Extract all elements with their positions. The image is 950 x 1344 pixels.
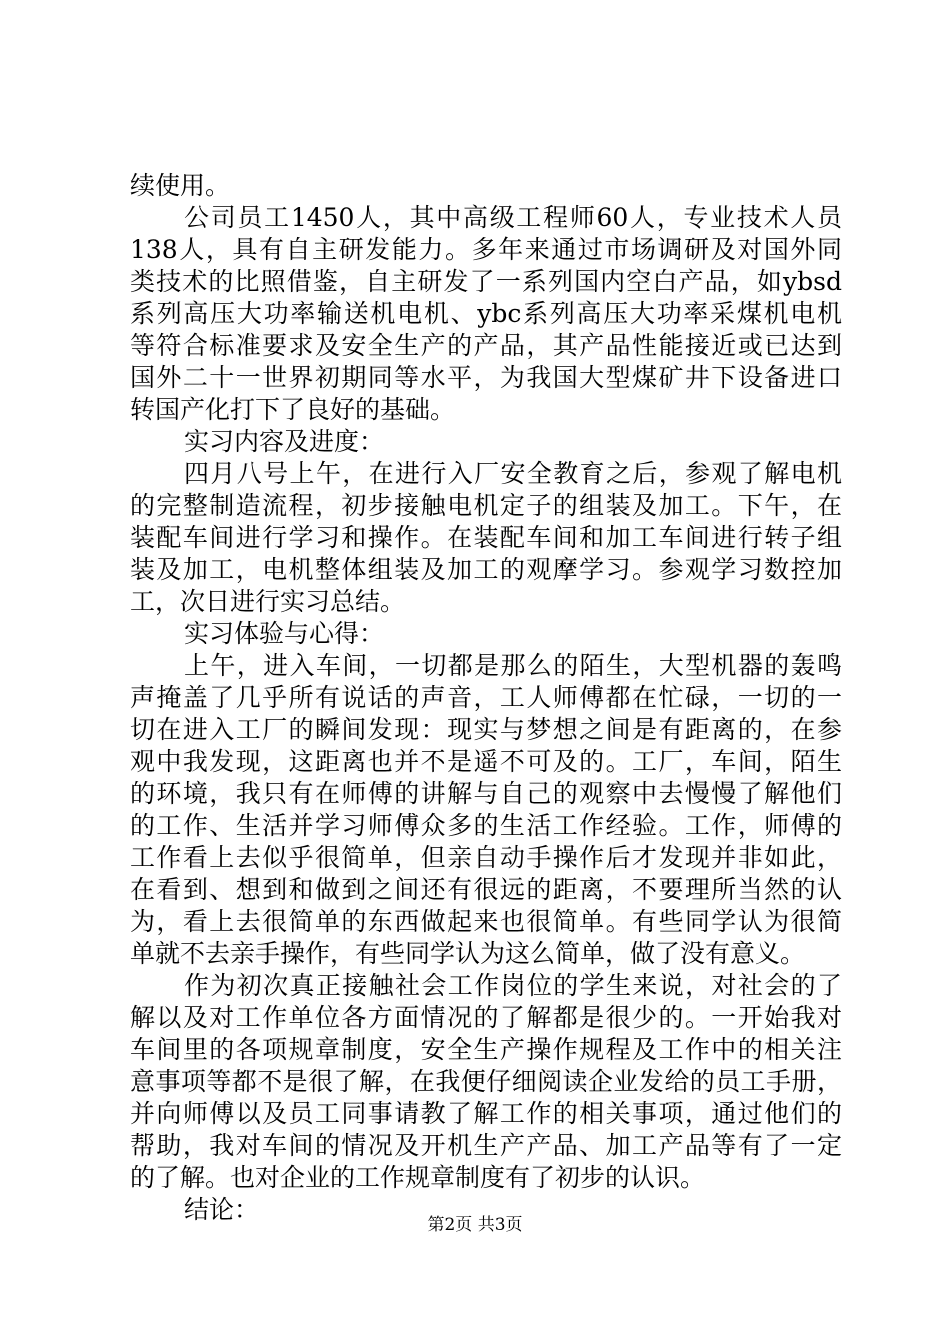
text-line: 四月八号上午，在进行入厂安全教育之后，参观了解电机: [184, 459, 842, 488]
text-line: 公司员工1450人，其中高级工程师60人，专业技术人员: [184, 203, 842, 232]
text-line: 单就不去亲手操作，有些同学认为这么简单，做了没有意义。: [130, 939, 806, 968]
text-line: 作为初次真正接触社会工作岗位的学生来说，对社会的了: [184, 971, 842, 1000]
text-line: 车间里的各项规章制度，安全生产操作规程及工作中的相关注: [130, 1035, 842, 1064]
text-line: 在看到、想到和做到之间还有很远的距离，不要理所当然的认: [130, 875, 842, 904]
text-line: 并向师傅以及员工同事请教了解工作的相关事项，通过他们的: [130, 1099, 842, 1128]
text-line: 解以及对工作单位各方面情况的了解都是很少的。一开始我对: [130, 1003, 842, 1032]
text-line: 装及加工，电机整体组装及加工的观摩学习。参观学习数控加: [130, 555, 842, 584]
text-line: 转国产化打下了良好的基础。: [130, 395, 456, 424]
text-line: 的完整制造流程，初步接触电机定子的组装及加工。下午，在: [130, 491, 842, 520]
text-line: 的了解。也对企业的工作规章制度有了初步的认识。: [130, 1163, 706, 1192]
text-line: 为，看上去很简单的东西做起来也很简单。有些同学认为很简: [130, 907, 842, 936]
text-line: 上午，进入车间，一切都是那么的陌生，大型机器的轰鸣: [184, 651, 842, 680]
text-line: 类技术的比照借鉴，自主研发了一系列国内空白产品，如ybsd: [130, 267, 842, 296]
text-line: 实习体验与心得：: [184, 619, 385, 648]
text-line: 等符合标准要求及安全生产的产品，其产品性能接近或已达到: [130, 331, 842, 360]
text-line: 工，次日进行实习总结。: [130, 587, 406, 616]
text-line: 的工作、生活并学习师傅众多的生活工作经验。工作，师傅的: [130, 811, 842, 840]
text-line: 装配车间进行学习和操作。在装配车间和加工车间进行转子组: [130, 523, 842, 552]
document-body: [130, 170, 842, 1226]
text-line: 实习内容及进度：: [184, 427, 385, 456]
text-line: 国外二十一世界初期同等水平，为我国大型煤矿井下设备进口: [130, 363, 842, 392]
text-line: 结论：: [184, 1195, 260, 1224]
text-line: 138人，具有自主研发能力。多年来通过市场调研及对国外同: [130, 235, 842, 264]
page-number-footer: 第2页 共3页: [427, 1215, 523, 1235]
text-line: 工作看上去似乎很简单，但亲自动手操作后才发现并非如此，: [130, 843, 842, 872]
text-line: 意事项等都不是很了解，在我便仔细阅读企业发给的员工手册，: [130, 1067, 842, 1096]
text-line: 的环境，我只有在师傅的讲解与自己的观察中去慢慢了解他们: [130, 779, 842, 808]
text-line: 切在进入工厂的瞬间发现：现实与梦想之间是有距离的，在参: [130, 715, 842, 744]
text-line: 帮助，我对车间的情况及开机生产产品、加工产品等有了一定: [130, 1131, 842, 1160]
text-line: 观中我发现，这距离也并不是遥不可及的。工厂，车间，陌生: [130, 747, 842, 776]
text-line: 声掩盖了几乎所有说话的声音，工人师傅都在忙碌，一切的一: [130, 683, 842, 712]
text-line: 系列高压大功率输送机电机、ybc系列高压大功率采煤机电机: [130, 299, 842, 328]
text-line: 续使用。: [130, 171, 231, 200]
